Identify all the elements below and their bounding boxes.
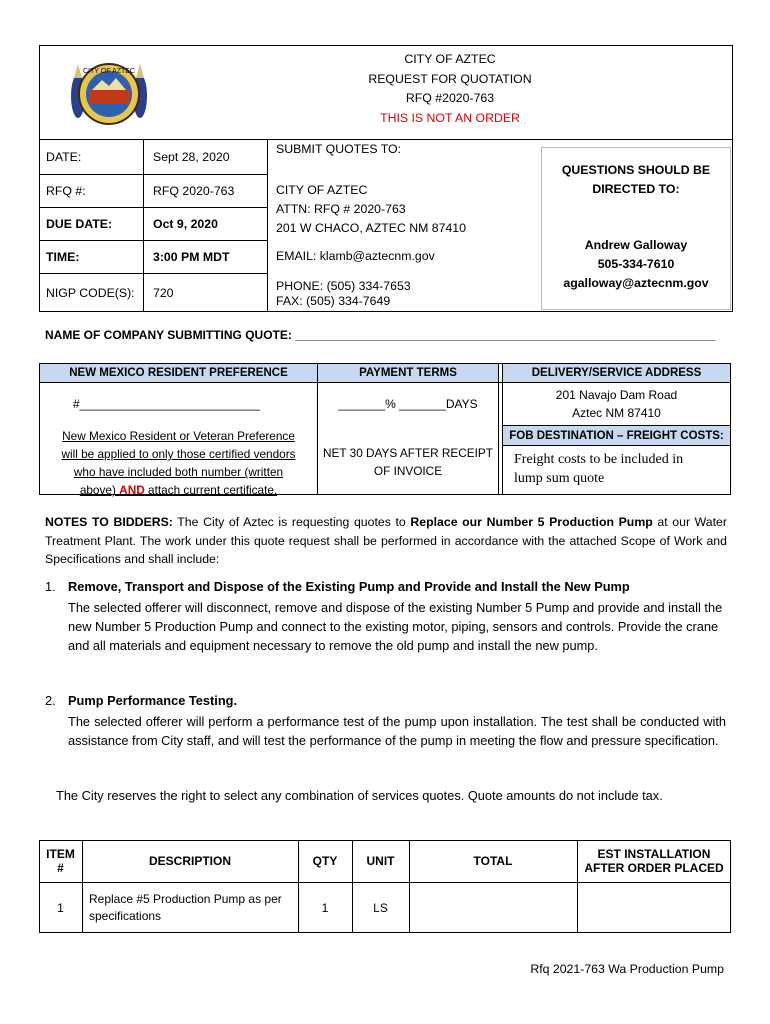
company-name-line: NAME OF COMPANY SUBMITTING QUOTE: _______________________________________________________________ — [45, 328, 716, 342]
header-doc-type: REQUEST FOR QUOTATION — [368, 71, 532, 86]
due-date-label: DUE DATE: — [46, 216, 113, 231]
pref-header-line — [39, 382, 731, 383]
submit-heading: SUBMIT QUOTES TO: — [276, 142, 402, 156]
quote-header-item-line-1: ITEM — [46, 847, 75, 861]
pref-fob-line — [502, 445, 731, 446]
scope-item-2-number: 2. — [45, 693, 56, 708]
pref-col-divider — [498, 363, 499, 495]
time-label: TIME: — [46, 249, 80, 264]
submit-phone: PHONE: (505) 334-7653 — [276, 279, 411, 293]
payment-terms-line-1: NET 30 DAYS AFTER RECEIPT — [322, 446, 493, 460]
header-title-block — [200, 50, 700, 128]
due-date-value: Oct 9, 2020 — [153, 216, 218, 231]
page-footer: Rfq 2021-763 Wa Production Pump — [530, 962, 724, 976]
quote-row-description-line-2: specifications — [89, 908, 162, 923]
resident-note-line-1: New Mexico Resident or Veteran Preference — [62, 429, 295, 443]
questions-contact-email: agalloway@aztecnm.gov — [563, 276, 709, 290]
payment-terms-line-2: OF INVOICE — [373, 464, 443, 478]
rfq-label: RFQ #: — [46, 183, 86, 198]
resident-number-field: #___________________________ — [73, 397, 260, 411]
rfq-value: RFQ 2020-763 — [153, 183, 235, 198]
header-not-order: THIS IS NOT AN ORDER — [380, 110, 520, 125]
date-value: Sept 28, 2020 — [153, 150, 230, 164]
submit-org: CITY OF AZTEC — [276, 183, 368, 197]
date-label: DATE: — [46, 150, 82, 164]
notes-part-1: The City of Aztec is requesting quotes to — [172, 515, 411, 529]
header-rfq-number: RFQ #2020-763 — [405, 91, 495, 105]
scope-item-2-title: Pump Performance Testing. — [68, 693, 238, 708]
quote-header-description: DESCRIPTION — [148, 854, 231, 868]
info-grid-col-divider — [143, 139, 144, 312]
resident-note-line-3: who have included both number (written — [73, 465, 284, 479]
pref-header-resident: NEW MEXICO RESIDENT PREFERENCE — [69, 367, 288, 379]
fob-note-line-1: Freight costs to be included in — [514, 452, 684, 467]
delivery-address-line-1: 201 Navajo Dam Road — [555, 388, 678, 402]
quote-row-qty: 1 — [321, 900, 329, 915]
resident-note — [40, 427, 317, 499]
submit-address: 201 W CHACO, AZTEC NM 87410 — [276, 221, 466, 235]
questions-contact — [541, 236, 731, 293]
scope-item-1-body: The selected offerer will disconnect, remove and dispose of the existing Number 5 Pump and provide and install the new Number 5 Production Pump and connect to the existing motor, piping, sensors and controls. Provide the crane and all materials and equipment necessary to remove the old pump and install the new pump. — [68, 600, 723, 653]
payment-terms — [318, 444, 498, 480]
resident-note-line-4a: above) — [79, 483, 120, 497]
quote-row-item: 1 — [57, 900, 64, 915]
notes-part-2: at our Water Treatment Plant. The work under this quote request shall be performed in accordance with the attached Scope of Work and Specifications and shall include: — [45, 515, 727, 567]
quote-row-description-line-1: Replace #5 Production Pump as per — [89, 891, 282, 906]
submit-attn: ATTN: RFQ # 2020-763 — [276, 202, 406, 216]
submit-fax: FAX: (505) 334-7649 — [276, 294, 391, 308]
submit-address-block — [276, 181, 466, 238]
city-seal-logo — [64, 56, 154, 132]
notes-label: NOTES TO BIDDERS: — [45, 515, 173, 529]
notes-to-bidders — [45, 513, 727, 569]
payment-discount-field: _______% _______DAYS — [338, 397, 478, 411]
fob-header: FOB DESTINATION – FREIGHT COSTS: — [509, 429, 724, 442]
quote-header-est-line-2: AFTER ORDER PLACED — [584, 861, 724, 875]
scope-item-2-body: The selected offerer will perform a performance test of the pump upon installation. The test shall be conducted with assistance from City staff, and will test the performance of the pump in meeting the flow and pressure specification. — [68, 714, 726, 748]
questions-heading-line-2: DIRECTED TO: — [592, 182, 680, 196]
fob-note — [514, 450, 683, 488]
nigp-label: NIGP CODE(S): — [46, 285, 135, 300]
resident-note-line-2: will be applied to only those certified vendors — [61, 447, 296, 461]
quote-header-unit: UNIT — [366, 854, 395, 868]
questions-heading — [541, 161, 731, 199]
questions-heading-line-1: QUESTIONS SHOULD BE — [561, 163, 711, 177]
scope-item-1-title: Remove, Transport and Dispose of the Existing Pump and Provide and Install the New Pump — [68, 579, 630, 594]
questions-contact-name: Andrew Galloway — [584, 238, 688, 252]
resident-note-line-4b: attach current certificate. — [144, 483, 278, 497]
quote-row-unit: LS — [373, 900, 388, 915]
scope-item-1-number: 1. — [45, 579, 56, 594]
delivery-address — [503, 386, 730, 422]
delivery-address-line-2: Aztec NM 87410 — [572, 406, 661, 420]
logo-text: CITY OF AZTEC — [83, 68, 135, 75]
quote-header-est-line-1: EST INSTALLATION — [597, 847, 711, 861]
nigp-value: 720 — [153, 285, 174, 300]
quote-header-item — [39, 840, 82, 882]
header-city: CITY OF AZTEC — [404, 52, 496, 66]
quote-header-est-installation — [577, 840, 731, 882]
quote-header-qty: QTY — [312, 854, 338, 868]
questions-contact-phone: 505-334-7610 — [597, 257, 675, 271]
submit-email: EMAIL: klamb@aztecnm.gov — [276, 249, 435, 263]
quote-row-description — [89, 882, 298, 933]
submit-phone-block — [276, 279, 411, 309]
pref-header-delivery: DELIVERY/SERVICE ADDRESS — [531, 367, 702, 379]
fob-note-line-2: lump sum quote — [514, 471, 605, 486]
notes-bold: Replace our Number 5 Production Pump — [410, 515, 653, 529]
time-value: 3:00 PM MDT — [153, 249, 230, 264]
quote-row-total-field[interactable] — [409, 882, 577, 933]
quote-header-item-line-2: # — [57, 861, 64, 875]
quote-header-total: TOTAL — [473, 854, 513, 868]
pref-header-payment: PAYMENT TERMS — [359, 367, 457, 379]
info-grid-right-border — [267, 139, 268, 312]
reserve-statement: The City reserves the right to select any combination of services quotes. Quote amounts do not include tax. — [56, 788, 663, 803]
quote-row-est-field[interactable] — [577, 882, 731, 933]
resident-note-and: AND — [119, 483, 145, 497]
